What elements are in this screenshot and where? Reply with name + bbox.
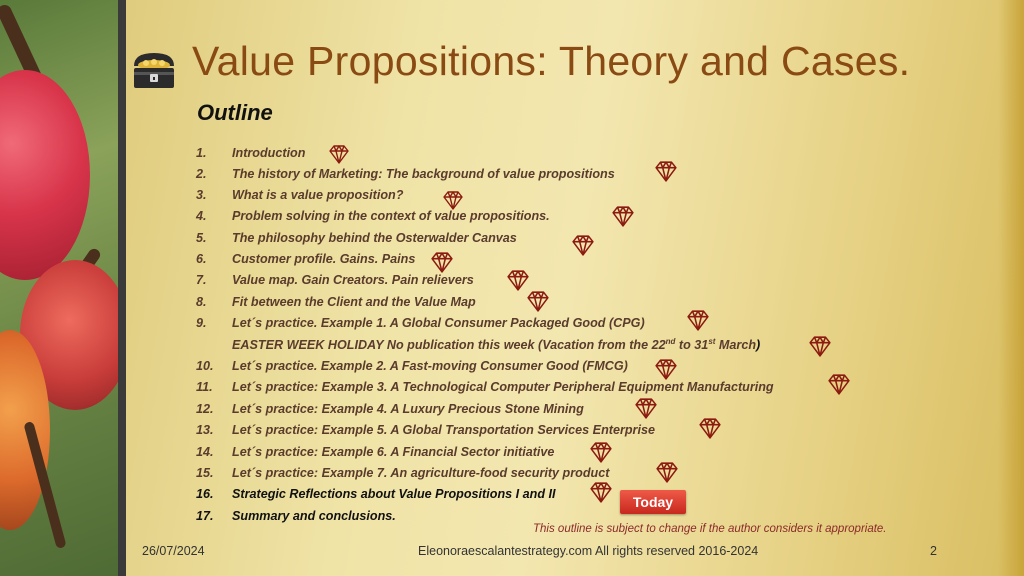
diamond-icon <box>699 417 721 439</box>
item-text: Let´s practice. Example 2. A Fast-moving Consumer Good (FMCG) <box>232 359 628 373</box>
item-number: 11. <box>196 380 213 394</box>
painting-apple <box>0 70 90 280</box>
item-number: 5. <box>196 231 207 245</box>
diamond-icon <box>655 160 677 182</box>
item-text: Let´s practice: Example 5. A Global Transportation Services Enterprise <box>232 423 655 437</box>
page-number: 2 <box>930 544 937 558</box>
diamond-icon <box>590 441 612 463</box>
item-number: 6. <box>196 252 207 266</box>
item-number: 8. <box>196 295 207 309</box>
slide-title: Value Propositions: Theory and Cases. <box>192 38 911 84</box>
item-text: Let´s practice. Example 1. A Global Consumer Packaged Good (CPG) <box>232 316 645 330</box>
item-text: What is a value proposition? <box>232 188 404 202</box>
diamond-icon <box>828 373 850 395</box>
item-text: Strategic Reflections about Value Propositions I and II <box>232 487 556 501</box>
item-number: 1. <box>196 146 207 160</box>
item-number: 12. <box>196 402 214 416</box>
item-number: 17. <box>196 509 214 523</box>
item-text: The history of Marketing: The background of value propositions <box>232 167 615 181</box>
diamond-icon <box>329 144 349 164</box>
diamond-icon <box>527 290 549 312</box>
diamond-icon <box>431 251 453 273</box>
right-edge-shade <box>998 0 1024 576</box>
item-text: Customer profile. Gains. Pains <box>232 252 416 266</box>
item-number: 13. <box>196 423 214 437</box>
item-text: Value map. Gain Creators. Pain relievers <box>232 273 474 287</box>
diamond-icon <box>443 190 463 210</box>
item-number: 2. <box>196 167 207 181</box>
item-text: Let´s practice: Example 3. A Technological Computer Peripheral Equipment Manufacturing <box>232 380 774 394</box>
item-number: 9. <box>196 316 207 330</box>
diamond-icon <box>612 205 634 227</box>
diamond-icon <box>635 397 657 419</box>
diamond-icon <box>809 335 831 357</box>
divider-bar <box>118 0 126 576</box>
footer-date: 26/07/2024 <box>142 544 205 558</box>
item-text: Introduction <box>232 146 306 160</box>
item-text: EASTER WEEK HOLIDAY No publication this week (Vacation from the 22nd to 31st March) <box>232 336 761 352</box>
diamond-icon <box>507 269 529 291</box>
diamond-icon <box>656 461 678 483</box>
item-number: 10. <box>196 359 214 373</box>
diamond-icon <box>687 309 709 331</box>
diamond-icon <box>572 234 594 256</box>
item-number: 15. <box>196 466 214 480</box>
item-number: 4. <box>196 209 207 223</box>
diamond-icon <box>590 481 612 503</box>
treasure-chest-icon <box>131 50 177 90</box>
outline-disclaimer: This outline is subject to change if the author considers it appropriate. <box>533 523 887 535</box>
item-text: Problem solving in the context of value propositions. <box>232 209 550 223</box>
item-text: Let´s practice: Example 4. A Luxury Precious Stone Mining <box>232 402 584 416</box>
apple-painting <box>0 0 118 576</box>
item-text: The philosophy behind the Osterwalder Canvas <box>232 231 517 245</box>
item-number: 14. <box>196 445 214 459</box>
item-number: 3. <box>196 188 207 202</box>
item-text: Let´s practice: Example 6. A Financial Sector initiative <box>232 445 555 459</box>
today-badge: Today <box>620 490 686 514</box>
diamond-icon <box>655 358 677 380</box>
item-number: 16. <box>196 487 214 501</box>
item-number: 7. <box>196 273 207 287</box>
outline-heading: Outline <box>197 100 273 125</box>
footer-copyright: Eleonoraescalantestrategy.com All rights reserved 2016-2024 <box>418 544 759 558</box>
item-text: Fit between the Client and the Value Map <box>232 295 476 309</box>
item-text: Summary and conclusions. <box>232 509 396 523</box>
item-text: Let´s practice: Example 7. An agriculture-food security product <box>232 466 610 480</box>
